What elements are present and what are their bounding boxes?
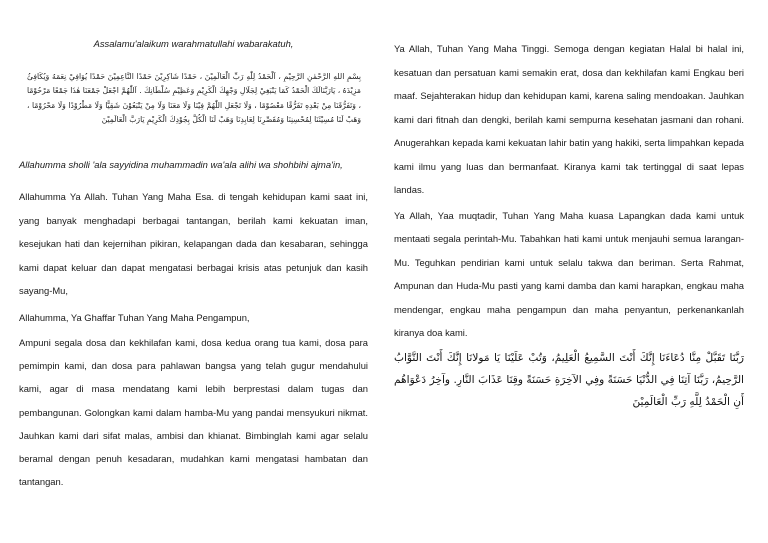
prayer-heading-2: Allahumma, Ya Ghaffar Tuhan Yang Maha Pengampun, [19,312,250,323]
prayer-paragraph-2: Ampuni segala dosa dan kekhilafan kami, dosa kedua orang tua kami, dosa para pemimpin kami, dan dosa para pahlawan bangsa yang telah gugur mendahului kami, agar di masa mendatang kami lebih berprestasi dalam tugas dan pembangunan. Golongkan kami dalam hamba-Mu yang pandai mensyukuri nikmat. Jauhkan kami dari sifat malas, ambisi dan khianat. Bimbinglah kami agar selalu beramal dengan penuh kesadaran, mudahkan kami mengatasi hambatan dan tantangan. [19,337,368,488]
sholawat-text: Allahumma sholli 'ala sayyidina muhammadin wa'ala alihi wa shohbihi ajma'in, [19,159,343,170]
arabic-closing-prayer: رَبَّنَا تَقَبَّلْ مِنَّا دُعَاءَنَا إِنَّكَ أَنْتَ السَّمِيعُ الْعَلِيمُ، وَتُبْ عَلَيْنَا يَا مَولانَا إِنَّكَ أَنْتَ التَّوَّابُ الرَّحِيمُ، رَبَّنَا آتِنَا فِي الدُّنْيَا حَسَنَةً وفِي الآخِرَةِ حَسَنَةً وقِنَا عَذَابَ النَّارِ. وآخِرُ دَعْوَاهُم أَنِ الْحَمْدُ لِلَّهِ رَبِّ الْعَالَمِيْنَ [394,352,744,408]
prayer-paragraph-1: Allahumma Ya Allah. Tuhan Yang Maha Esa. di tengah kehidupan kami saat ini, yang banyak menghadapi berbagai tantangan, berilah kami kekuatan iman, kesejukan hati dan kejernihan pikiran, kelapangan dada dan kesabaran, sehingga kami dapat keluar dan dapat mengatasi berbagai krisis atas petunjuk dan kasih sayang-Mu, [19,191,368,297]
prayer-paragraph-4: Ya Allah, Yaa muqtadir, Tuhan Yang Maha kuasa Lapangkan dada kami untuk mentaati segala perintah-Mu. Tabahkan hati kami untuk menjauhi semua larangan-Mu. Teguhkan pendirian kami untuk selalu takwa dan beriman. Serta Rahmat, Ampunan dan Huda-Mu pasti yang kami damba dan kami harapkan, engkau maha mendengar, engkau maha pengampun dan maha penyantun, perkenankanlah kiranya doa kami. [394,210,744,339]
arabic-opening-prayer: بِسْمِ اللهِ الرَّحْمٰنِ الرَّحِيْمِ ، اَلْحَمْدُ لِلّٰهِ رَبِّ الْعَالَمِيْنَ ، حَمْدًا شَاكِرِيْنَ حَمْدًا النَّاعِمِيْنَ حَمْدًا يُوَافِيْ نِعَمَهُ وَيُكَافِئُ مَزِيْدَهُ ، يَارَبَّنَالَكَ الْحَمْدُ كَمَا يَنْبَغِيْ لِجَلَالِ وَجْهِكَ الْكَرِيْمِ وَعَظِيْمِ سُلْطَانِكَ . اَللّٰهُمَّ اجْعَلْ جَمْعَنَا هٰذَا جَمْعًا مَرْحُوْمًا ، وَتَفَرُّقَنَا مِنْ بَعْدِهِ تَفَرُّقًا مَعْصُوْمًا ، وَلَا تَجْعَلِ اللّٰهُمَّ فِيْنَا وَلَا مَعَنَا وَلَا مِنْ يَتْبَعُوْنَ شَقِيًّا وَلَا مَطْرُوْدًا وَلَا مَحْرُوْمًا ، وَهَبْ لَنَا مُسِيْئَنَا لِمُحْسِنِنَا وَمُقَصِّرِنَا لِعَابِدِنَا وَهَبْ لَنَا الْكُلَّ بِجُوْدِكَ الْكَرِيْمِ يَارَبَّ الْعَالَمِيْنَ [27,72,361,124]
prayer-paragraph-3: Ya Allah, Tuhan Yang Maha Tinggi. Semoga dengan kegiatan Halal bi halal ini, kesatuan dan persatuan kami semakin erat, dosa dan kekhilafan kami Engkau beri maaf. Sejahterakan hidup dan kehidupan kami, karena saling mendoakan. Jauhkan kami dari fitnah dan dengki, berilah kami sempurna kesehatan jasmani dan rohani. Anugerahkan kepada kami kekuatan lahir batin yang hakiki, serta limpahkan kepada kami ilmu yang luas dan bermanfaat. Kiranya kami tak tertinggal di saat lepas landas. [394,43,744,195]
greeting-text: Assalamu'alaikum warahmatullahi wabarakatuh, [93,38,294,49]
